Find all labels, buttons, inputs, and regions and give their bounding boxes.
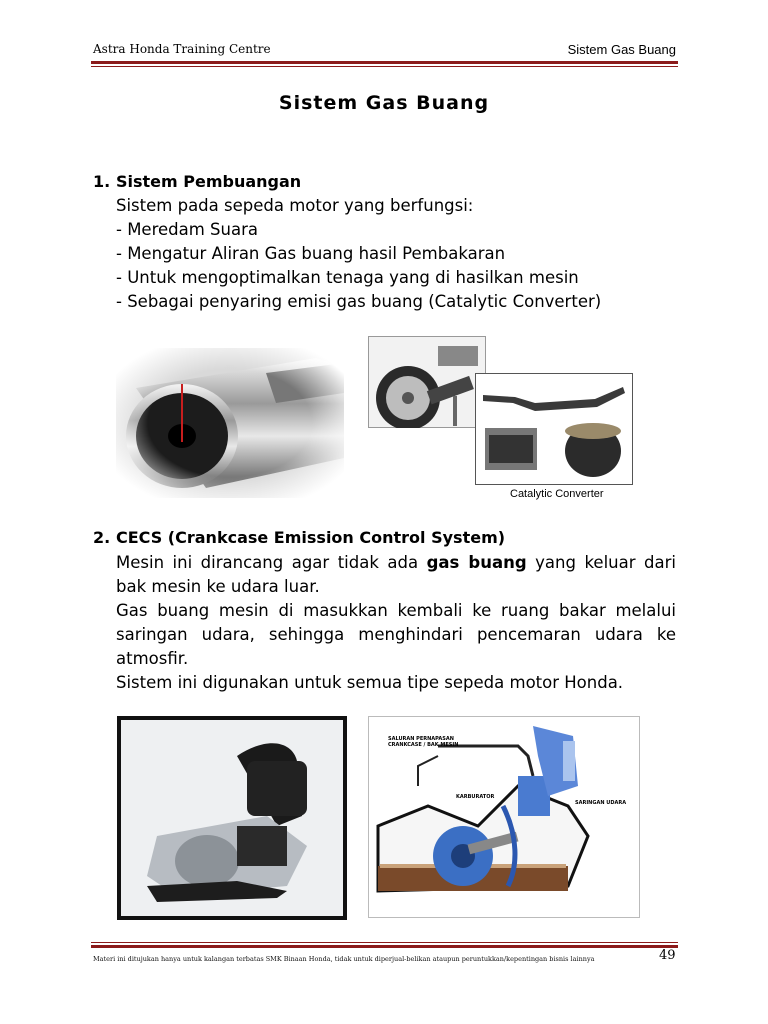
diagram-label-top2: CRANKCASE / BAK MESIN [388,742,459,748]
footer-rule-thick [91,945,678,948]
header-left: Astra Honda Training Centre [93,42,271,56]
header-rule-thin [91,66,678,67]
footer-note: Materi ini ditujukan hanya untuk kalangan terbatas SMK Binaan Honda, tidak untuk diperjual-belikan ataupun peruntukkan/kepentingan bisnis lainnya [93,955,595,963]
section2-paragraph3: Sistem ini digunakan untuk semua tipe sepeda motor Honda. [116,673,624,692]
page-number: 49 [659,948,676,963]
section1-title: Sistem Pembuangan [116,172,302,191]
diagram-label-karburator: KARBURATOR [456,794,495,800]
list-item: - Mengatur Aliran Gas buang hasil Pembakaran [116,244,506,263]
header-rule-thick [91,61,678,64]
section1-number: 1. [93,172,111,191]
bike-rear-photo [368,336,486,428]
cecs-diagram [368,716,640,918]
section2-number: 2. [93,528,111,547]
header-right: Sistem Gas Buang [567,42,676,57]
page-title: Sistem Gas Buang [278,92,490,114]
list-item: - Untuk mengoptimalkan tenaga yang di hasilkan mesin [116,268,579,287]
diagram-label-top1: SALURAN PERNAPASAN [388,736,454,742]
muffler-photo [116,348,344,498]
list-item: - Sebagai penyaring emisi gas buang (Catalytic Converter) [116,292,602,311]
footer-rule-thin [91,942,678,943]
catalytic-converter-photo [475,373,633,485]
paragraph-text: yang keluar dari bak mesin ke udara luar. [116,553,676,596]
list-item: - Meredam Suara [116,220,258,239]
image-caption: Catalytic Converter [510,488,604,500]
paragraph-text: Mesin ini dirancang agar tidak ada [116,553,427,572]
section2-paragraph2: Gas buang mesin di masukkan kembali ke ruang bakar melalui saringan udara, sehingga menghindari pencemaran udara ke atmosfir. [116,601,676,668]
section1-intro: Sistem pada sepeda motor yang berfungsi: [116,196,474,215]
diagram-label-saringan: SARINGAN UDARA [575,800,627,806]
bold-text: gas buang [426,553,527,572]
section2-title: CECS (Crankcase Emission Control System) [116,528,506,547]
section2-paragraph1 [116,551,676,599]
engine-photo [117,716,347,920]
